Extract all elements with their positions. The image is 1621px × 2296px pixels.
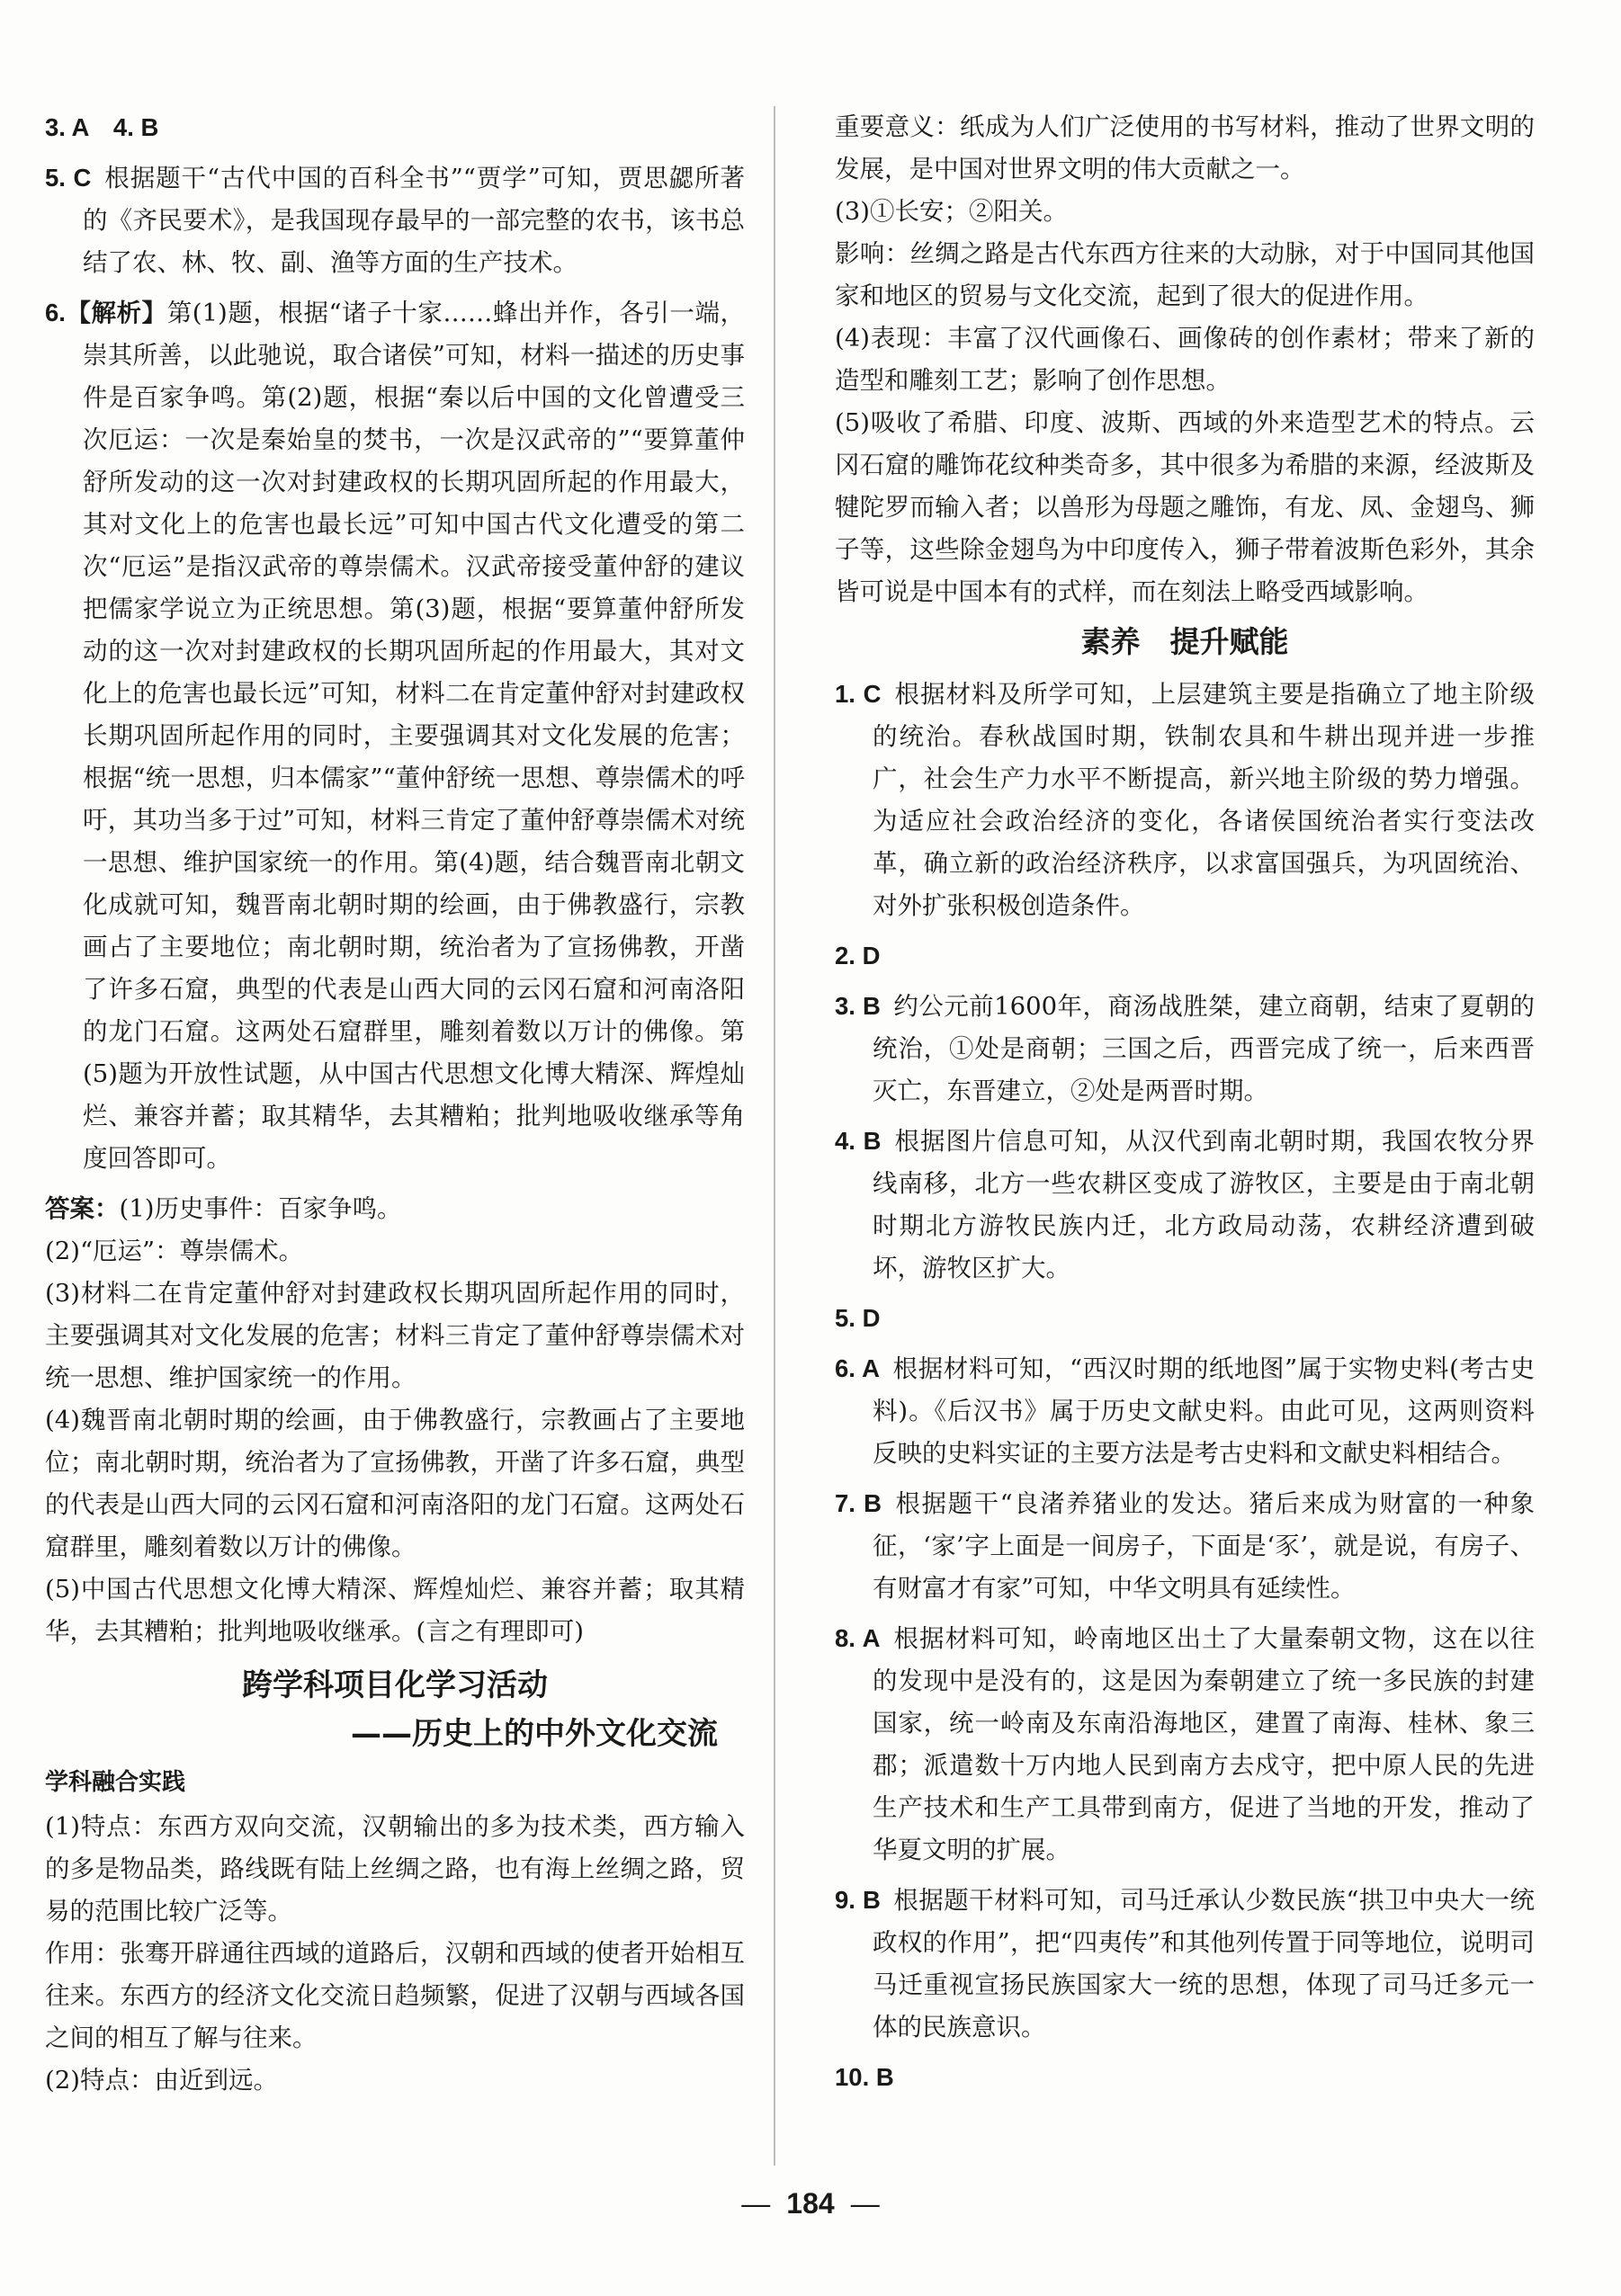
answer-item: 7. B 根据题干“良渚养猪业的发达。猪后来成为财富的一种象征，‘家’字上面是一间房子，下面是‘豕’，就是说，有房子、有财富才有家”可知，中华文明具有延续性。 [835, 1489, 1536, 1603]
answer-line-4: (4)魏晋南北朝时期的绘画，由于佛教盛行，宗教画占了主要地位；南北朝时期，统治者为了宣扬佛教，开凿了许多石窟，典型的代表是山西大同的云冈石窟和河南洛阳的龙门石窟。这两处石窟群里，雕刻着数以万计的佛像。 [45, 1406, 745, 1561]
practice-paragraph-3: (2)特点：由近到远。 [45, 2066, 278, 2095]
left-column [45, 106, 745, 2102]
page-dash-left: — [741, 2187, 771, 2220]
answer-item: 4. B 根据图片信息可知，从汉代到南北朝时期，我国农牧分界线南移，北方一些农耕区变成了游牧区，主要是由于南北朝时期北方游牧民族内迁，北方政局动荡，农耕经济遭到破坏，游牧区扩大。 [835, 1127, 1535, 1282]
page-dash-right: — [850, 2187, 880, 2220]
answer-item: 6. A 根据材料可知，“西汉时期的纸地图”属于实物史料(考古史料)。《后汉书》属于历史文献史料。由此可见，这两则资料反映的史料实证的主要方法是考古史料和文献史料相结合。 [835, 1354, 1535, 1468]
answer-item: 2. D [835, 942, 881, 969]
answer-item: 8. A 根据材料可知，岭南地区出土了大量秦朝文物，这在以往的发现中是没有的，这是因为秦朝建立了统一多民族的封建国家，统一岭南及东南沿海地区，建置了南海、桂林、象三郡；派遣数十万内地人民到南方去戍守，把中原人民的先进生产技术和生产工具带到南方，促进了当地的开发，推动了华夏文明的扩展。 [835, 1624, 1536, 1864]
answer-item: 9. B 根据题干材料可知，司马迁承认少数民族“拱卫中央大一统政权的作用”，把“四夷传”和其他列传置于同等地位，说明司马迁重视宣扬民族国家大一统的思想，体现了司马迁多元一体的民族意识。 [835, 1886, 1536, 2041]
project-subtitle: ——历史上的中外文化交流 [351, 1716, 718, 1752]
practice-paragraph-2: 作用：张骞开辟通往西域的道路后，汉朝和西域的使者开始相互往来。东西方的经济文化交流日趋频繁，促进了汉朝与西域各国之间的相互了解与往来。 [45, 1939, 745, 2052]
answer-item: 5. D [835, 1304, 881, 1332]
page-number-value: 184 [786, 2187, 835, 2220]
answer-item: 3. B 约公元前1600年，商汤战胜桀，建立商朝，结束了夏朝的统治，①处是商朝；三国之后，西晋完成了统一，后来西晋灭亡，东晋建立，②处是两晋时期。 [835, 992, 1536, 1105]
practice-paragraph-1: (1)特点：东西方双向交流，汉朝输出的多为技术类，西方输入的多是物品类，路线既有陆上丝绸之路，也有海上丝绸之路，贸易的范围比较广泛等。 [45, 1812, 745, 1925]
answer-line-5: (5)中国古代思想文化博大精深、辉煌灿烂、兼容并蓄；取其精华，去其糟粕；批判地吸收继承。(言之有理即可) [45, 1575, 745, 1646]
answer-item-3-4: 3. A 4. B [45, 113, 159, 141]
answer-item: 10. B [835, 2063, 894, 2091]
project-title: 跨学科项目化学习活动 [242, 1667, 548, 1703]
section-heading-practice: 学科融合实践 [45, 1769, 186, 1796]
practice-continued: 重要意义：纸成为人们广泛使用的书写材料，推动了世界文明的发展，是中国对世界文明的伟大贡献之一。 [835, 112, 1535, 183]
practice-paragraph-3-answer: (3)①长安；②阳关。 [835, 197, 1068, 226]
practice-influence: 影响：丝绸之路是古代东西方往来的大动脉，对于中国同其他国家和地区的贸易与文化交流，起到了很大的促进作用。 [835, 239, 1535, 310]
answer-item: 1. C 根据材料及所学可知，上层建筑主要是指确立了地主阶级的统治。春秋战国时期，铁制农具和牛耕出现并进一步推广，社会生产力水平不断提高，新兴地主阶级的势力增强。为适应社会政治经济的变化，各诸侯国统治者实行变法改革，确立新的政治经济秩序，以求富国强兵，为巩固统治、对外扩张积极创造条件。 [835, 680, 1535, 920]
practice-paragraph-5: (5)吸收了希腊、印度、波斯、西域的外来造型艺术的特点。云冈石窟的雕饰花纹种类奇多，其中很多为希腊的来源，经波斯及犍陀罗而输入者；以兽形为母题之雕饰，有龙、凤、金翅鸟、狮子等，这些除金翅鸟为中印度传入，狮子带着波斯色彩外，其余皆可说是中国本有的式样，而在刻法上略受西域影响。 [835, 408, 1535, 606]
answer-item-5: 5. C 根据题干“古代中国的百科全书”“贾学”可知，贾思勰所著的《齐民要术》，是我国现存最早的一部完整的农书，该书总结了农、林、牧、副、渔等方面的生产技术。 [45, 164, 746, 277]
answer-line-1: 答案：(1)历史事件：百家争鸣。 [45, 1194, 402, 1223]
answer-item-6: 6.【解析】第(1)题，根据“诸子十家……蜂出并作，各引一端，崇其所善，以此驰说，取合诸侯”可知，材料一描述的历史事件是百家争鸣。第(2)题，根据“秦以后中国的文化曾遭受三次厄运：一次是秦始皇的焚书，一次是汉武帝的”“要算董仲舒所发动的这一次对封建政权的长期巩固所起的作用最大，其对文化上的危害也最长远”可知中国古代文化遭受的第二次“厄运”是指汉武帝的尊崇儒术。汉武帝接受董仲舒的建议把儒家学说立为正统思想。第(3)题，根据“要算董仲舒所发动的这一次对封建政权的长期巩固所起的作用最大，其对文化上的危害也最长远”可知，材料二在肯定董仲舒对封建政权长期巩固所起作用的同时，主要强调其对文化发展的危害；根据“统一思想，归本儒家”“董仲舒统一思想、尊崇儒术的呼吁，其功当多于过”可知，材料三肯定了董仲舒尊崇儒术对统一思想、维护国家统一的作用。第(4)题，结合魏晋南北朝文化成就可知，魏晋南北朝时期的绘画，由于佛教盛行，宗教画占了主要地位；南北朝时期，统治者为了宣扬佛教，开凿了许多石窟，典型的代表是山西大同的云冈石窟和河南洛阳的龙门石窟。这两处石窟群里，雕刻着数以万计的佛像。第(5)题为开放性试题，从中国古代思想文化博大精深、辉煌灿烂、兼容并蓄；取其精华，去其糟粕；批判地吸收继承等角度回答即可。 [45, 299, 746, 1173]
column-divider [774, 106, 775, 2166]
section-title-literacy: 素养 提升赋能 [1080, 624, 1289, 659]
answer-line-2: (2)“厄运”：尊崇儒术。 [45, 1237, 304, 1265]
page-number [0, 2187, 1621, 2220]
practice-paragraph-4: (4)表现：丰富了汉代画像石、画像砖的创作素材；带来了新的造型和雕刻工艺；影响了创作思想。 [835, 324, 1535, 395]
answer-line-3: (3)材料二在肯定董仲舒对封建政权长期巩固所起作用的同时，主要强调其对文化发展的危害；材料三肯定了董仲舒尊崇儒术对统一思想、维护国家统一的作用。 [45, 1279, 745, 1392]
right-column [835, 106, 1535, 2106]
